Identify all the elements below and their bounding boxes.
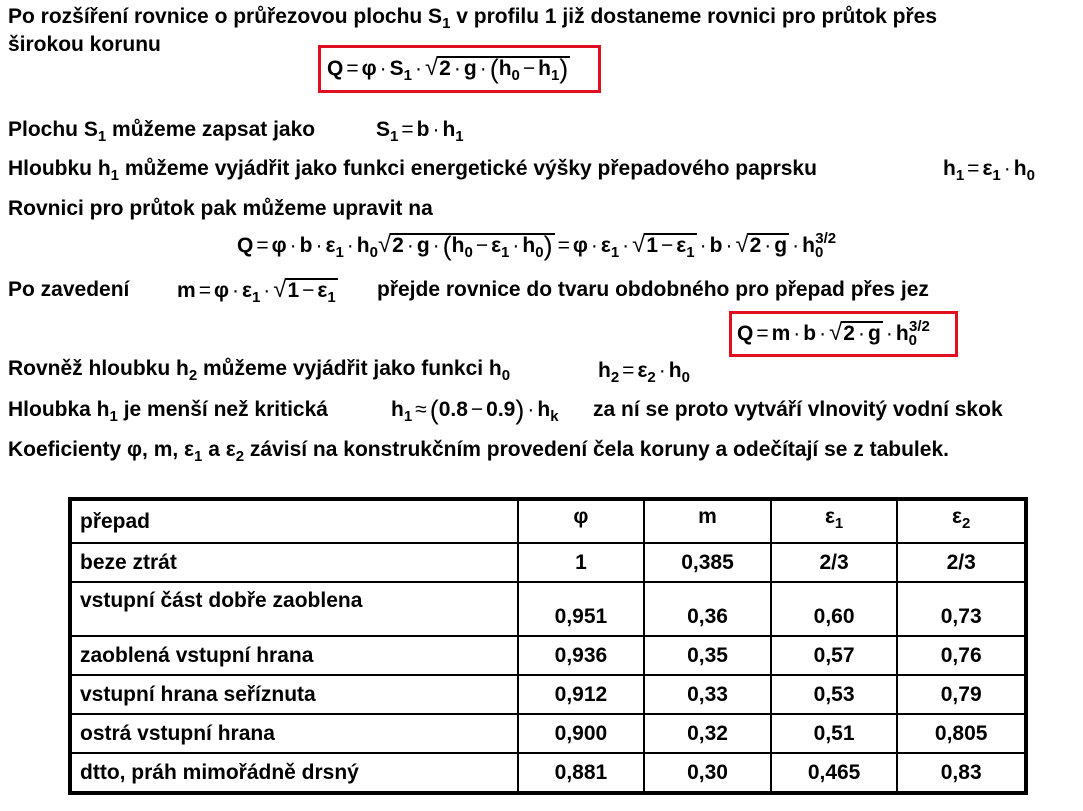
table-cell: vstupní část dobře zaoblena (70, 582, 518, 636)
table-row (70, 582, 1026, 636)
table-cell: beze ztrát (70, 543, 518, 582)
table-cell: 1 (518, 543, 645, 582)
table-cell: 0,805 (897, 714, 1026, 753)
table-cell: 0,32 (644, 714, 771, 753)
text-line-3: Plochu $S_1$ můžeme zapsat jako (8, 118, 316, 145)
table-cell: 0,79 (897, 675, 1026, 714)
equation-discharge: $Q = \varphi \cdot S_1 \cdot √2 \cdot g \cdot (h_0 - h_1)$ (327, 54, 569, 84)
header-phi: φ (518, 499, 645, 543)
table-row (70, 714, 1026, 753)
table-cell: 0,912 (518, 675, 645, 714)
text-line-6: Po zavedení (8, 278, 130, 301)
table-cell: 0,60 (771, 582, 898, 636)
coefficient-table (68, 497, 1028, 795)
table-cell: 0,936 (518, 636, 645, 675)
table-cell: 0,33 (644, 675, 771, 714)
table-row (70, 753, 1026, 793)
equation-area: $S_1 = b \cdot h_1$ (376, 118, 464, 145)
equation-critical-depth: $h_1 \approx (0.8 - 0.9) \cdot h_k$ (391, 395, 559, 425)
header-m: m (644, 499, 771, 543)
table-cell: 2/3 (771, 543, 898, 582)
table-cell: 0,76 (897, 636, 1026, 675)
text-line-5: Rovnici pro průtok pak můžeme upravit na (8, 197, 433, 220)
table-cell: 0,900 (518, 714, 645, 753)
table-cell: vstupní hrana seříznuta (70, 675, 518, 714)
table-cell: 0,465 (771, 753, 898, 793)
table-cell: 0,73 (897, 582, 1026, 636)
table-row (70, 675, 1026, 714)
table-cell: 0,881 (518, 753, 645, 793)
header-epsilon2: $\varepsilon_2$ (897, 499, 1026, 543)
text-line-4: Hloubku $h_1$ můžeme vyjádřit jako funkci energetické výšky přepadového paprsku (8, 157, 817, 184)
equation-depth-h2: $h_2 = \varepsilon_2 \cdot h_0$ (598, 359, 690, 386)
text-line-2: širokou korunu (8, 33, 161, 56)
text-line-1: Po rozšíření rovnice o průřezovou plochu $S_1$ v profilu 1 již dostaneme rovnici pro průtok přes (8, 5, 938, 32)
table-header-row (70, 499, 1026, 543)
equation-weir-form: $Q = m \cdot b \cdot √2 \cdot g \cdot h_0^{3/2}$ (737, 318, 930, 349)
table-cell: 0,385 (644, 543, 771, 582)
header-epsilon1: $\varepsilon_1$ (771, 499, 898, 543)
text-line-8: Hloubka $h_1$ je menší než kritická (8, 398, 328, 425)
table-cell: 0,57 (771, 636, 898, 675)
table-cell: 0,51 (771, 714, 898, 753)
table-cell: zaoblená vstupní hrana (70, 636, 518, 675)
table-cell: ostrá vstupní hrana (70, 714, 518, 753)
equation-discharge-expanded: $Q = \varphi \cdot b \cdot \varepsilon_1 \cdot h_0√2 \cdot g \cdot (h_0 - \varepsilon_1 \cdot h_0) = \varphi \cdot \varepsilon_1 \cdot √1 - \varepsilon_1 \cdot b \cdot √2 \cdot g \cdot h_0^{3/2}$ (237, 230, 837, 261)
text-line-6-end: přejde rovnice do tvaru obdobného pro přepad přes jez (377, 278, 929, 301)
table-cell: 0,951 (518, 582, 645, 636)
table-row (70, 636, 1026, 675)
header-prepad: přepad (70, 499, 518, 543)
table-cell: 0,53 (771, 675, 898, 714)
table-cell: 0,83 (897, 753, 1026, 793)
text-line-9: Koeficienty φ, m, $\varepsilon_1$ a $\varepsilon_2$ závisí na konstrukčním provedení čela koruny a odečítají se z tabulek. (8, 438, 949, 465)
equation-m-definition: $m = \varphi \cdot \varepsilon_1 \cdot √1 - \varepsilon_1$ (177, 276, 336, 306)
table-cell: 0,35 (644, 636, 771, 675)
table-cell: 0,36 (644, 582, 771, 636)
table-row (70, 543, 1026, 582)
text-line-7: Rovněž hloubku $h_2$ můžeme vyjádřit jako funkci $h_0$ (8, 357, 511, 384)
table-cell: 2/3 (897, 543, 1026, 582)
text-line-8-tail: za ní se proto vytváří vlnovitý vodní skok (593, 398, 1003, 421)
table-cell: 0,30 (644, 753, 771, 793)
equation-depth-h1: $h_1 = \varepsilon_1 \cdot h_0$ (943, 157, 1035, 184)
table-cell: dtto, práh mimořádně drsný (70, 753, 518, 793)
